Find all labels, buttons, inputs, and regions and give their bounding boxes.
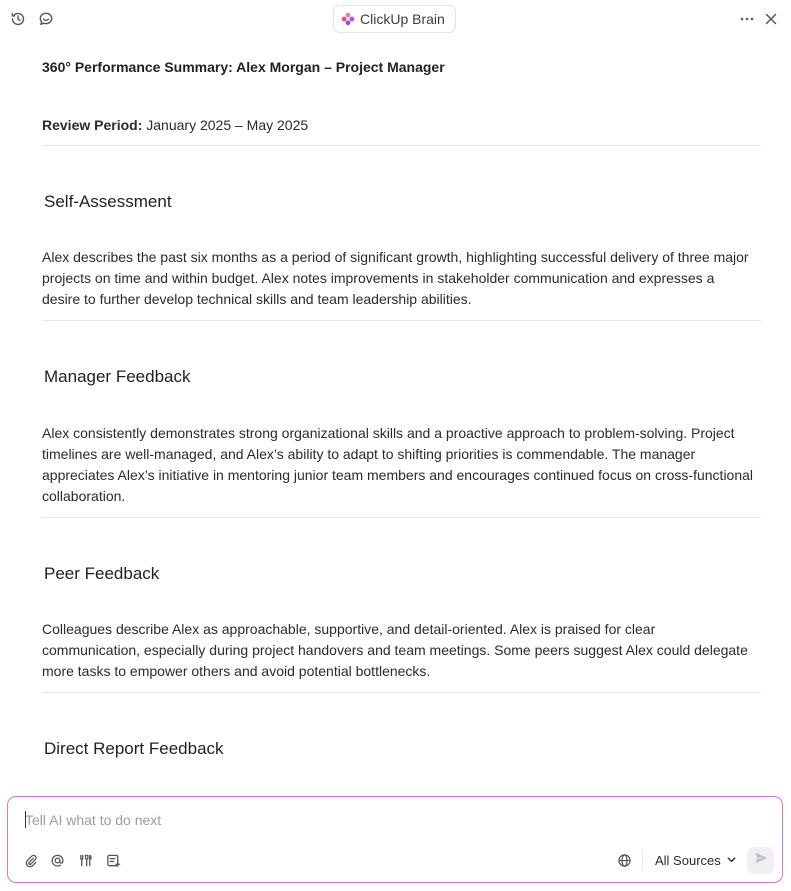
chat-icon[interactable]: [37, 10, 55, 28]
section-heading-self-assessment: Self-Assessment: [44, 192, 172, 211]
review-period: [42, 117, 308, 133]
text-cursor: [25, 811, 26, 828]
chevron-down-icon: [726, 853, 737, 868]
clickup-brain-button[interactable]: [333, 5, 456, 33]
document-title: 360° Performance Summary: Alex Morgan – Project Manager: [42, 59, 445, 75]
globe-icon[interactable]: [616, 852, 632, 868]
more-icon[interactable]: [738, 10, 756, 28]
history-icon[interactable]: [9, 10, 27, 28]
mention-icon[interactable]: [49, 852, 65, 868]
send-icon: [754, 851, 768, 870]
send-button[interactable]: [747, 847, 774, 874]
add-note-icon[interactable]: [105, 852, 121, 868]
review-period-label: Review Period:: [42, 117, 143, 133]
prompt-input[interactable]: [25, 810, 585, 830]
section-body-peer-feedback: Colleagues describe Alex as approachable, supportive, and detail-oriented. Alex is praised for clear communication, especially during project handovers and team meetings. Some peers suggest Alex could delegate more tasks to empower others and avoid potential bottlenecks.: [42, 621, 748, 679]
sources-label: All Sources: [655, 852, 721, 868]
section-heading-peer-feedback: Peer Feedback: [44, 564, 160, 583]
section-heading-direct-report-feedback: Direct Report Feedback: [44, 739, 224, 758]
review-period-value: January 2025 – May 2025: [146, 117, 309, 133]
document-content: [42, 40, 761, 792]
divider: [42, 145, 761, 146]
brain-title: ClickUp Brain: [360, 11, 445, 27]
section-body-manager-feedback: Alex consistently demonstrates strong organizational skills and a proactive approach to problem-solving. Project timelines are well-managed, and Alex’s ability to adapt to shifting priorities is commendable. The manager appreciates Alex’s initiative in mentoring junior team members and encourages continued focus on cross-functional collaboration.: [42, 425, 754, 504]
close-icon[interactable]: [762, 10, 780, 28]
ai-composer: [7, 796, 783, 883]
attach-icon[interactable]: [22, 852, 38, 868]
section-body-self-assessment: Alex describes the past six months as a period of significant growth, highlighting successful delivery of three major projects on time and within budget. Alex notes improvements in stakeholder communication and expresses a desire to further develop technical skills and team leadership abilities.: [42, 249, 749, 307]
top-bar: [0, 0, 791, 38]
divider: [42, 517, 761, 518]
tools-icon[interactable]: [77, 852, 93, 868]
divider: [42, 692, 761, 693]
brain-logo-icon: [341, 12, 355, 26]
toolbar-separator: [642, 850, 643, 870]
section-heading-manager-feedback: Manager Feedback: [44, 367, 191, 386]
sources-dropdown[interactable]: [655, 851, 737, 869]
divider: [42, 320, 761, 321]
